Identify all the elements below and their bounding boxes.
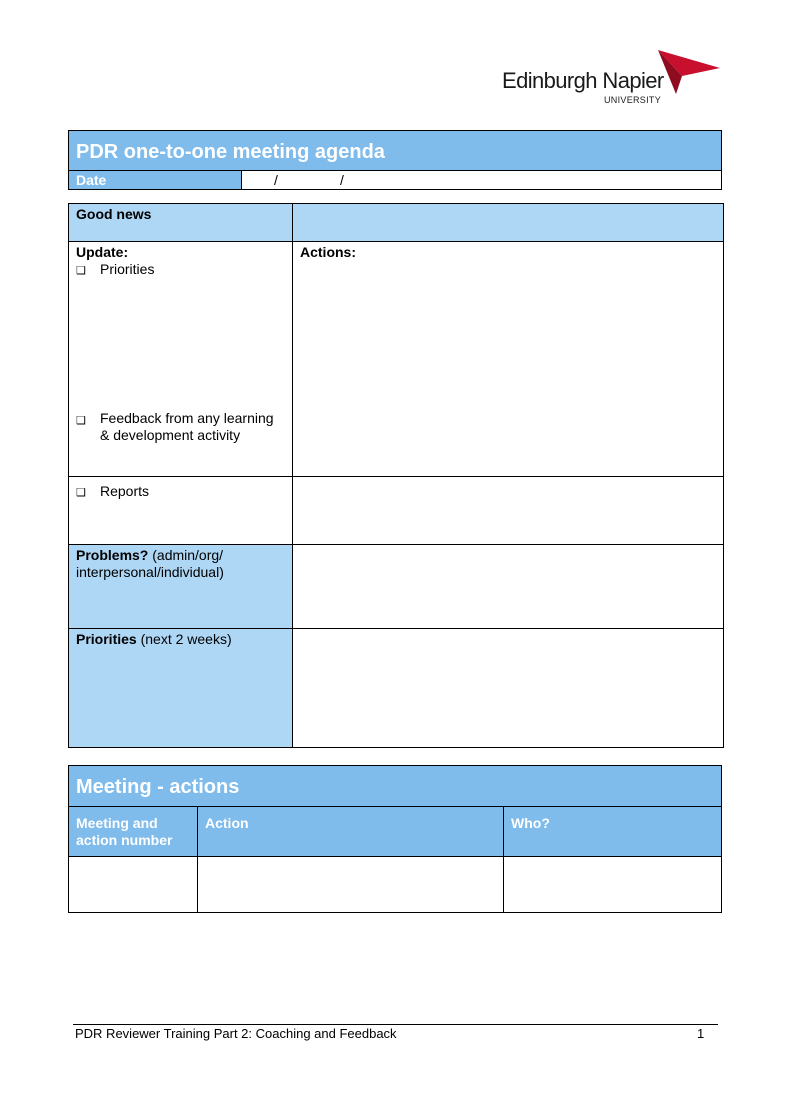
date-row: [69, 171, 721, 189]
good-news-label-cell: [68, 203, 293, 242]
date-separator: /: [274, 172, 278, 188]
problems-label: Problems?: [76, 547, 149, 563]
problems-value-cell[interactable]: [292, 544, 724, 629]
meeting-number-input-cell[interactable]: [68, 856, 198, 913]
action-input-cell[interactable]: [197, 856, 504, 913]
column-header-who: Who?: [503, 806, 722, 857]
agenda-header: [68, 130, 722, 190]
page-number: 1: [697, 1026, 705, 1041]
good-news-value-cell[interactable]: [292, 203, 724, 242]
checkbox-icon: ❑: [76, 487, 86, 499]
update-label: Update:: [76, 244, 129, 260]
actions-label: Actions:: [300, 244, 356, 260]
date-field[interactable]: [242, 171, 721, 189]
date-separator: /: [340, 172, 344, 188]
checkbox-icon: ❑: [76, 265, 86, 277]
logo-subtitle: UNIVERSITY: [604, 95, 662, 105]
who-input-cell[interactable]: [503, 856, 722, 913]
update-item: Feedback from any learning & development activity: [100, 410, 274, 443]
update-cell: [68, 241, 293, 477]
footer-divider: [73, 1024, 718, 1025]
actions-cell[interactable]: [292, 241, 724, 477]
priorities-detail: (next 2 weeks): [136, 631, 232, 647]
priorities-cell: [68, 628, 293, 748]
reports-cell: [68, 476, 293, 545]
column-header-meeting-number: Meeting and action number: [68, 806, 198, 857]
update-item: Priorities: [100, 261, 155, 277]
logo-mark-icon: [654, 50, 722, 98]
problems-cell: [68, 544, 293, 629]
good-news-label: Good news: [76, 206, 152, 222]
page-title: PDR one-to-one meeting agenda: [69, 131, 721, 171]
reports-label: Reports: [100, 483, 150, 499]
priorities-label: Priorities: [76, 631, 137, 647]
date-label: Date: [69, 171, 242, 189]
logo-name: Edinburgh Napier: [502, 68, 664, 93]
footer-text: PDR Reviewer Training Part 2: Coaching and Feedback: [75, 1026, 397, 1041]
column-header-action: Action: [197, 806, 504, 857]
checkbox-icon: ❑: [76, 415, 86, 427]
university-logo: [500, 50, 725, 110]
problems-detail: (admin/org/ interpersonal/individual): [76, 547, 224, 580]
meeting-actions-title: Meeting - actions: [68, 765, 722, 807]
priorities-value-cell[interactable]: [292, 628, 724, 748]
reports-value-cell[interactable]: [292, 476, 724, 545]
